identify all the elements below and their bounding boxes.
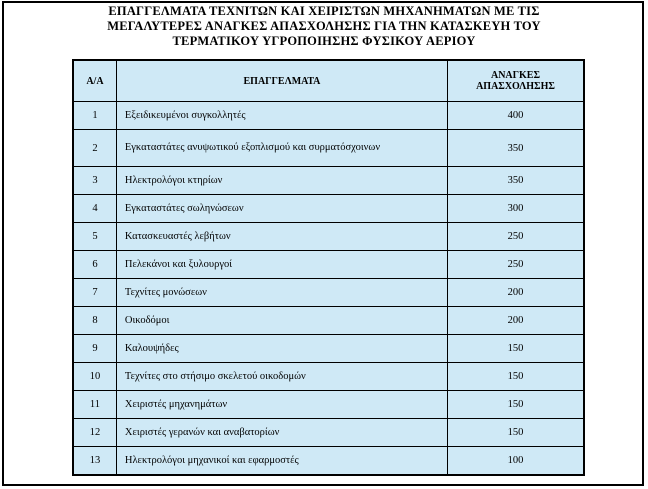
table-row bbox=[74, 223, 584, 251]
row-no: 8 bbox=[74, 307, 117, 335]
table-row bbox=[74, 447, 584, 475]
row-occupation: Ηλεκτρολόγοι μηχανικοί και εφαρμοστές bbox=[116, 447, 447, 475]
row-occupation: Τεχνίτες στο στήσιμο σκελετού οικοδομών bbox=[116, 363, 447, 391]
row-occupation: Εγκαταστάτες ανυψωτικού εξοπλισμού και συρματόσχοινων bbox=[116, 130, 447, 167]
table-row bbox=[74, 335, 584, 363]
row-occupation: Τεχνίτες μονώσεων bbox=[116, 279, 447, 307]
title-line-2: ΜΕΓΑΛΥΤΕΡΕΣ ΑΝΑΓΚΕΣ ΑΠΑΣΧΟΛΗΣΗΣ ΓΙΑ ΤΗΝ ΚΑΤΑΣΚΕΥΗ ΤΟΥ bbox=[107, 19, 541, 33]
header-no: Α/Α bbox=[74, 61, 117, 102]
row-no: 3 bbox=[74, 167, 117, 195]
row-occupation: Εξειδικευμένοι συγκολλητές bbox=[116, 102, 447, 130]
row-no: 12 bbox=[74, 419, 117, 447]
table-header-row bbox=[74, 61, 584, 102]
table-row bbox=[74, 251, 584, 279]
table-row bbox=[74, 307, 584, 335]
table-row bbox=[74, 363, 584, 391]
title-line-1: ΕΠΑΓΓΕΛΜΑΤΑ ΤΕΧΝΙΤΩΝ ΚΑΙ ΧΕΙΡΙΣΤΩΝ ΜΗΧΑΝΗΜΑΤΩΝ ΜΕ ΤΙΣ bbox=[108, 4, 540, 18]
row-occupation: Κατασκευαστές λεβήτων bbox=[116, 223, 447, 251]
row-needs: 350 bbox=[447, 130, 583, 167]
table-row bbox=[74, 419, 584, 447]
row-needs: 200 bbox=[447, 307, 583, 335]
row-occupation: Οικοδόμοι bbox=[116, 307, 447, 335]
table-row bbox=[74, 391, 584, 419]
row-needs: 300 bbox=[447, 195, 583, 223]
row-needs: 150 bbox=[447, 363, 583, 391]
row-no: 7 bbox=[74, 279, 117, 307]
row-occupation: Πελεκάνοι και ξυλουργοί bbox=[116, 251, 447, 279]
row-no: 10 bbox=[74, 363, 117, 391]
header-needs bbox=[447, 61, 583, 102]
row-needs: 400 bbox=[447, 102, 583, 130]
header-needs-line-2: ΑΠΑΣΧΟΛΗΣΗΣ bbox=[476, 81, 555, 92]
row-no: 13 bbox=[74, 447, 117, 475]
table-row bbox=[74, 279, 584, 307]
row-occupation: Ηλεκτρολόγοι κτηρίων bbox=[116, 167, 447, 195]
row-no: 9 bbox=[74, 335, 117, 363]
occupations-table bbox=[73, 60, 584, 475]
row-needs: 250 bbox=[447, 251, 583, 279]
row-needs: 200 bbox=[447, 279, 583, 307]
row-needs: 100 bbox=[447, 447, 583, 475]
document-title bbox=[0, 4, 648, 49]
row-no: 1 bbox=[74, 102, 117, 130]
row-occupation: Καλουψήδες bbox=[116, 335, 447, 363]
table-row bbox=[74, 195, 584, 223]
title-line-3: ΤΕΡΜΑΤΙΚΟΥ ΥΓΡΟΠΟΙΗΣΗΣ ΦΥΣΙΚΟΥ ΑΕΡΙΟΥ bbox=[172, 34, 476, 48]
row-no: 4 bbox=[74, 195, 117, 223]
row-needs: 350 bbox=[447, 167, 583, 195]
table-row bbox=[74, 130, 584, 167]
row-no: 6 bbox=[74, 251, 117, 279]
row-needs: 150 bbox=[447, 391, 583, 419]
row-needs: 250 bbox=[447, 223, 583, 251]
row-occupation: Εγκαταστάτες σωληνώσεων bbox=[116, 195, 447, 223]
row-occupation: Χειριστές μηχανημάτων bbox=[116, 391, 447, 419]
row-no: 11 bbox=[74, 391, 117, 419]
row-occupation: Χειριστές γερανών και αναβατορίων bbox=[116, 419, 447, 447]
table-row bbox=[74, 102, 584, 130]
row-needs: 150 bbox=[447, 335, 583, 363]
header-needs-line-1: ΑΝΑΓΚΕΣ bbox=[490, 70, 540, 81]
table-row bbox=[74, 167, 584, 195]
row-no: 5 bbox=[74, 223, 117, 251]
row-no: 2 bbox=[74, 130, 117, 167]
row-needs: 150 bbox=[447, 419, 583, 447]
header-occupation: ΕΠΑΓΓΕΛΜΑΤΑ bbox=[116, 61, 447, 102]
